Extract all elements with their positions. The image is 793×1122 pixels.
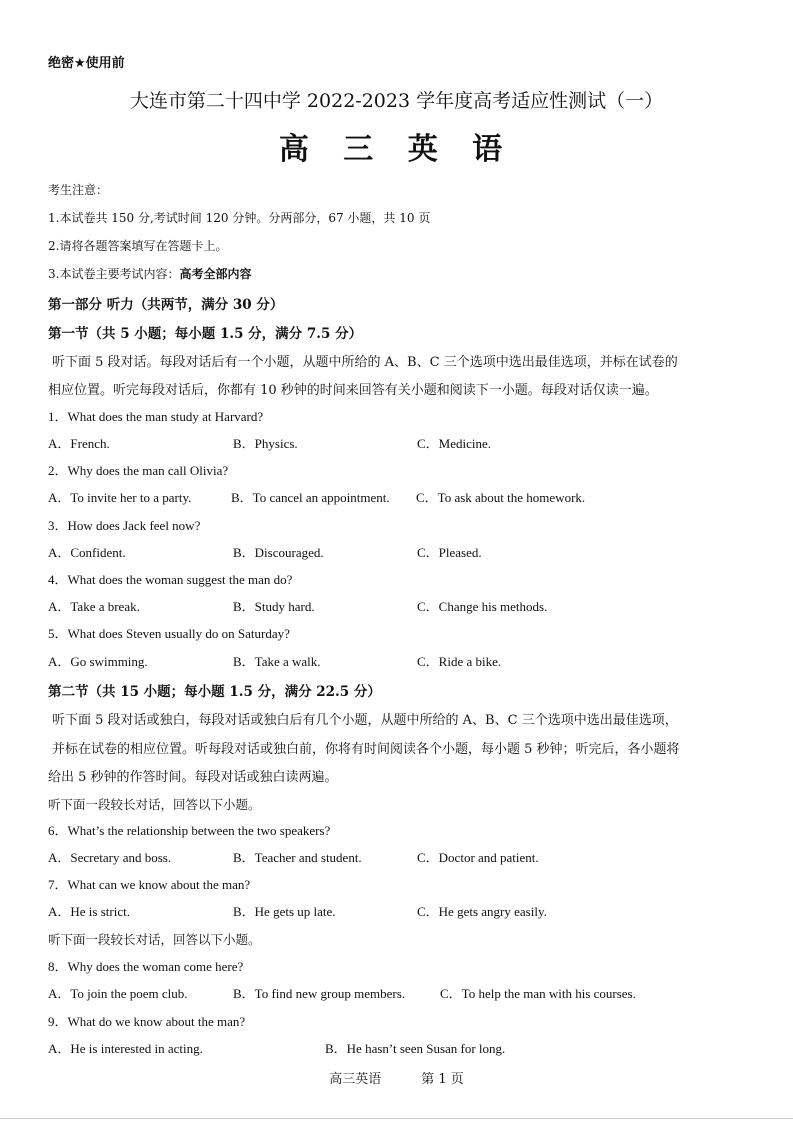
q6-option-b: B．Teacher and student. [233,850,362,865]
question-7: 7．What can we know about the man? [48,877,251,892]
q9-option-a: A．He is interested in acting. [48,1041,203,1056]
q1-option-a: A．French. [48,436,110,451]
part1-title: 第一部分 听力（共两节，满分 30 分） [48,297,284,313]
note-item-2: 2.请将各题答案填写在答题卡上。 [48,239,228,253]
note-item-3 [48,265,251,282]
q1-option-b: B．Physics. [233,436,298,451]
q2-option-a: A．To invite her to a party. [48,490,192,505]
q4-option-a: A．Take a break. [48,599,140,614]
note-item-3-prefix: 3.本试卷主要考试内容： [48,267,180,281]
q7-option-c: C．He gets angry easily. [417,904,547,919]
secret-mark: 绝密★使用前 [48,56,125,71]
q6-option-c: C．Doctor and patient. [417,850,539,865]
question-2: 2．Why does the man call Olivia? [48,463,229,478]
q7-option-a: A．He is strict. [48,904,130,919]
question-6: 6．What’s the relationship between the two speakers? [48,823,331,838]
exam-title: 大连市第二十四中学 2022-2023 学年度高考适应性测试（一） [129,90,664,112]
notes-heading: 考生注意： [48,183,109,197]
q6-option-a: A．Secretary and boss. [48,850,172,865]
q8-option-c: C．To help the man with his courses. [440,986,636,1001]
question-1: 1．What does the man study at Harvard? [48,409,264,424]
note-item-3-bold: 高考全部内容 [179,267,252,281]
q8-option-b: B．To find new group members. [233,986,406,1001]
question-3: 3．How does Jack feel now? [48,518,201,533]
q2-option-c: C．To ask about the homework. [416,490,586,505]
section2-instr-line3: 给出 5 秒钟的作答时间。每段对话或独白读两遍。 [48,770,338,785]
q4-option-b: B．Study hard. [233,599,315,614]
section2-title: 第二节（共 15 小题；每小题 1.5 分，满分 22.5 分） [48,684,381,700]
question-9: 9．What do we know about the man? [48,1014,246,1029]
q5-option-a: A．Go swimming. [48,654,148,669]
footer-page-number: 第 1 页 [421,1072,464,1087]
section1-title: 第一节（共 5 小题；每小题 1.5 分，满分 7.5 分） [48,326,363,342]
section2-instr-line2: 并标在试卷的相应位置。听每段对话或独白前，你将有时间阅读各个小题，每小题 5 秒钟；听完后，各小题将 [52,742,680,757]
section1-instr-line2: 相应位置。听完每段对话后，你都有 10 秒钟的时间来回答有关小题和阅读下一小题。每段对话仅读一遍。 [48,383,658,398]
section1-instr-line1: 听下面 5 段对话。每段对话后有一个小题，从题中所给的 A、B、C 三个选项中选出最佳选项，并标在试卷的 [52,355,678,370]
q3-option-a: A．Confident. [48,545,126,560]
question-5: 5．What does Steven usually do on Saturday? [48,626,290,641]
listen-note-2: 听下面一段较长对话，回答以下小题。 [48,932,261,947]
q1-option-c: C．Medicine. [417,436,492,451]
q8-option-a: A．To join the poem club. [48,986,188,1001]
page-footer [0,1068,793,1087]
note-item-1: 1.本试卷共 150 分,考试时间 120 分钟。分两部分，67 小题，共 10 页 [48,211,431,225]
q4-option-c: C．Change his methods. [417,599,548,614]
q7-option-b: B．He gets up late. [233,904,336,919]
q3-option-b: B．Discouraged. [233,545,324,560]
bottom-divider [0,1118,793,1119]
q3-option-c: C．Pleased. [417,545,482,560]
subject-title: 高 三 英 语 [278,132,515,167]
question-8: 8．Why does the woman come here? [48,959,244,974]
question-4: 4．What does the woman suggest the man do? [48,572,293,587]
listen-note-1: 听下面一段较长对话，回答以下小题。 [48,797,261,812]
footer-subject: 高三英语 [329,1072,382,1087]
q5-option-b: B．Take a walk. [233,654,321,669]
q2-option-b: B．To cancel an appointment. [231,490,390,505]
q9-option-b: B．He hasn’t seen Susan for long. [325,1041,506,1056]
q5-option-c: C．Ride a bike. [417,654,502,669]
section2-instr-line1: 听下面 5 段对话或独白，每段对话或独白后有几个小题，从题中所给的 A、B、C 三个选项中选出最佳选项， [52,713,678,728]
